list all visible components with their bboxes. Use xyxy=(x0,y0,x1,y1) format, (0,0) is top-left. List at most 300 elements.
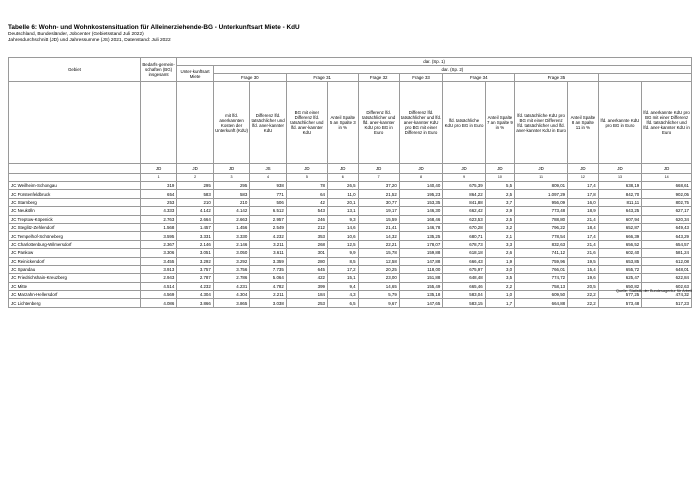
table-cell-2: 3.051 xyxy=(177,249,213,257)
table-cell-9: 623,53 xyxy=(443,215,485,223)
unit-cell-7: JD xyxy=(358,164,399,174)
table-cell-4: 4.782 xyxy=(250,282,286,290)
table-cell-6: 15,1 xyxy=(327,274,358,282)
table-cell-3: 2.786 xyxy=(213,274,249,282)
dar-sp1-header: dar. (Sp. 1) xyxy=(177,58,692,66)
table-cell-6: 10,6 xyxy=(327,232,358,240)
table-cell-8: 168,46 xyxy=(399,215,443,223)
table-row-label: JC Friedrichshain-Kreuzberg xyxy=(9,274,141,282)
table-row-label: JC Treptow-Köpenick xyxy=(9,215,141,223)
table-cell-2: 3.292 xyxy=(177,257,213,265)
table-cell-8: 178,07 xyxy=(399,240,443,248)
unit-cell-5: JD xyxy=(286,164,327,174)
table-cell-12: 21,4 xyxy=(568,240,599,248)
table-cell-4: 771 xyxy=(250,190,286,198)
table-cell-7: 9,67 xyxy=(358,299,399,307)
col-header-4: Differenz lfd. tatsächlicher und lfd. aner-kannter KdU xyxy=(250,82,286,164)
table-cell-1: 3.913 xyxy=(140,265,176,273)
table-cell-1: 4.333 xyxy=(140,207,176,215)
index-row xyxy=(9,174,692,182)
table-cell-14: 654,57 xyxy=(642,240,692,248)
table-row xyxy=(9,299,692,307)
table-cell-12: 18,4 xyxy=(568,223,599,231)
index-cell-5: 5 xyxy=(286,174,327,182)
table-cell-1: 319 xyxy=(140,182,176,190)
table-row-label: JC Fürstenfeldbruck xyxy=(9,190,141,198)
table-row xyxy=(9,265,692,273)
col1-spacer xyxy=(140,82,176,164)
table-cell-7: 15,78 xyxy=(358,249,399,257)
table-cell-10: 2,2 xyxy=(485,282,514,290)
unit-cell-2: JD xyxy=(177,164,213,174)
table-row xyxy=(9,232,692,240)
table-cell-1: 654 xyxy=(140,190,176,198)
table-cell-4: 4.232 xyxy=(250,232,286,240)
table-cell-7: 23,00 xyxy=(358,274,399,282)
table-cell-3: 4.142 xyxy=(213,207,249,215)
table-cell-10: 5,5 xyxy=(485,182,514,190)
table-cell-5: 280 xyxy=(286,257,327,265)
table-cell-4: 2.211 xyxy=(250,291,286,299)
table-cell-13: 811,11 xyxy=(598,198,642,206)
index-cell-14: 14 xyxy=(642,174,692,182)
table-cell-12: 19,5 xyxy=(568,257,599,265)
table-cell-7: 14,65 xyxy=(358,282,399,290)
table-cell-6: 6,5 xyxy=(327,299,358,307)
table-cell-2: 295 xyxy=(177,182,213,190)
table-cell-3: 210 xyxy=(213,198,249,206)
index-cell-11: 11 xyxy=(515,174,568,182)
table-row-label: JC Spandau xyxy=(9,265,141,273)
dar-sp2-header: dar. (Sp. 2) xyxy=(213,66,691,74)
table-cell-2: 1.457 xyxy=(177,223,213,231)
table-row-label: JC Charlottenburg-Wilmersdorf xyxy=(9,240,141,248)
table-cell-12: 21,6 xyxy=(568,249,599,257)
table-cell-12: 21,4 xyxy=(568,215,599,223)
table-cell-9: 665,46 xyxy=(443,282,485,290)
table-cell-2: 4.142 xyxy=(177,207,213,215)
table-cell-4: 5.064 xyxy=(250,274,286,282)
table-cell-10: 1,7 xyxy=(485,299,514,307)
table-cell-9: 583,04 xyxy=(443,291,485,299)
table-cell-6: 13,1 xyxy=(327,207,358,215)
table-cell-4: 506 xyxy=(250,198,286,206)
table-cell-10: 1,9 xyxy=(485,257,514,265)
table-cell-2: 3.331 xyxy=(177,232,213,240)
col-header-11: lfd. tatsächliche KdU pro BG mit einer Differenz lfd. tatsächlicher und lfd. aner-kannter KdU in Euro xyxy=(515,82,568,164)
table-cell-8: 146,30 xyxy=(399,207,443,215)
table-cell-1: 253 xyxy=(140,198,176,206)
table-row xyxy=(9,223,692,231)
index-cell-3: 3 xyxy=(213,174,249,182)
table-cell-6: 9,9 xyxy=(327,249,358,257)
table-cell-11: 832,63 xyxy=(515,240,568,248)
table-title: Tabelle 6: Wohn- und Wohnkostensituation für Alleinerziehende-BG - Unterkunftsart Miete - KdU xyxy=(8,24,300,31)
table-cell-12: 16,0 xyxy=(568,198,599,206)
table-cell-12: 17,4 xyxy=(568,232,599,240)
table-row xyxy=(9,190,692,198)
table-cell-8: 195,23 xyxy=(399,190,443,198)
index-cell-7: 7 xyxy=(358,174,399,182)
table-cell-4: 3.038 xyxy=(250,299,286,307)
table-body xyxy=(9,164,692,308)
table-row xyxy=(9,198,692,206)
unit-cell-8: JD xyxy=(399,164,443,174)
table-row-label: JC Mitte xyxy=(9,282,141,290)
table-cell-9: 675,97 xyxy=(443,265,485,273)
frage33-header: Frage 33 xyxy=(399,74,443,82)
table-cell-11: 758,13 xyxy=(515,282,568,290)
table-cell-14: 649,43 xyxy=(642,223,692,231)
table-cell-6: 17,2 xyxy=(327,265,358,273)
table-row xyxy=(9,282,692,290)
table-cell-2: 583 xyxy=(177,190,213,198)
table-cell-13: 577,25 xyxy=(598,291,642,299)
index-cell-12: 12 xyxy=(568,174,599,182)
table-cell-13: 655,72 xyxy=(598,265,642,273)
table-row-label: JC Neukölln xyxy=(9,207,141,215)
table-cell-5: 543 xyxy=(286,207,327,215)
table-cell-11: 1.097,29 xyxy=(515,190,568,198)
col-header-8: Differenz lfd. tatsächlicher und lfd. aner-kannter KdU pro BG mit einer Differenz in Euro xyxy=(399,82,443,164)
table-cell-4: 3.611 xyxy=(250,249,286,257)
table-cell-10: 1,0 xyxy=(485,291,514,299)
col-header-10: Anteil Spalte 7 an Spalte 9 in % xyxy=(485,82,514,164)
table-cell-7: 21,41 xyxy=(358,223,399,231)
index-cell-4: 4 xyxy=(250,174,286,182)
col-header-12: Anteil Spalte 8 an Spalte 11 in % xyxy=(568,82,599,164)
table-cell-9: 675,39 xyxy=(443,182,485,190)
table-cell-4: 2.957 xyxy=(250,215,286,223)
table-cell-13: 656,52 xyxy=(598,240,642,248)
table-row-label: JC Tempelhof-Schöneberg xyxy=(9,232,141,240)
header-row-1 xyxy=(9,58,692,66)
table-cell-11: 609,50 xyxy=(515,291,568,299)
col-header-1: Bedarfs-gemein-schaften (BG) insgesamt xyxy=(140,58,176,82)
table-cell-14: 648,01 xyxy=(642,265,692,273)
table-cell-9: 666,43 xyxy=(443,257,485,265)
col-header-2: Unter-kunftsart Miete xyxy=(177,66,213,82)
index-cell-8: 8 xyxy=(399,174,443,182)
table-cell-5: 64 xyxy=(286,190,327,198)
table-cell-11: 956,09 xyxy=(515,198,568,206)
table-cell-1: 4.514 xyxy=(140,282,176,290)
table-cell-12: 20,5 xyxy=(568,282,599,290)
table-cell-2: 3.866 xyxy=(177,299,213,307)
table-cell-6: 9,3 xyxy=(327,215,358,223)
table-cell-13: 643,25 xyxy=(598,207,642,215)
table-cell-11: 773,48 xyxy=(515,207,568,215)
table-row-label: JC Reinickendorf xyxy=(9,257,141,265)
table-cell-3: 295 xyxy=(213,182,249,190)
table-cell-9: 841,88 xyxy=(443,198,485,206)
unit-cell-1: JD xyxy=(140,164,176,174)
table-row-label: JC Steglitz-Zehlendorf xyxy=(9,223,141,231)
table-cell-8: 147,88 xyxy=(399,257,443,265)
subtitle-period: Jahresdurchschnitt (JD) und Jahressumme (JS) 2021, Datenstand: Juli 2022 xyxy=(8,38,171,43)
table-cell-9: 680,71 xyxy=(443,232,485,240)
table-row xyxy=(9,257,692,265)
table-cell-3: 3.050 xyxy=(213,249,249,257)
table-row xyxy=(9,240,692,248)
table-cell-7: 20,25 xyxy=(358,265,399,273)
table-cell-3: 3.330 xyxy=(213,232,249,240)
table-cell-6: 26,5 xyxy=(327,182,358,190)
table-cell-8: 147,65 xyxy=(399,299,443,307)
table-cell-7: 14,32 xyxy=(358,232,399,240)
table-cell-9: 678,73 xyxy=(443,240,485,248)
table-cell-11: 778,54 xyxy=(515,232,568,240)
table-cell-11: 788,80 xyxy=(515,215,568,223)
table-cell-1: 4.086 xyxy=(140,299,176,307)
table-cell-8: 135,25 xyxy=(399,232,443,240)
unit-cell-10: JD xyxy=(485,164,514,174)
table-cell-5: 399 xyxy=(286,282,327,290)
table-cell-9: 670,28 xyxy=(443,223,485,231)
unit-cell-4: JS xyxy=(250,164,286,174)
table-cell-13: 607,94 xyxy=(598,215,642,223)
table-cell-12: 17,8 xyxy=(568,190,599,198)
subtitle-scope: Deutschland, Bundesländer, Jobcenter (Gebietsstand Juli 2022) xyxy=(8,32,144,37)
table-cell-11: 809,01 xyxy=(515,182,568,190)
frage-empty-header xyxy=(598,74,691,82)
table-cell-12: 15,4 xyxy=(568,265,599,273)
table-row-label: JC Starnberg xyxy=(9,198,141,206)
col-header-5: BG mit einer Differenz lfd. tatsächlicher und lfd. aner-kannter KdU xyxy=(286,82,327,164)
table-cell-6: 4,3 xyxy=(327,291,358,299)
table-cell-7: 12,58 xyxy=(358,257,399,265)
table-cell-13: 602,40 xyxy=(598,249,642,257)
table-row xyxy=(9,182,692,190)
table-cell-7: 15,59 xyxy=(358,215,399,223)
table-cell-7: 19,17 xyxy=(358,207,399,215)
table-cell-5: 645 xyxy=(286,265,327,273)
table-cell-5: 422 xyxy=(286,274,327,282)
table-cell-9: 618,18 xyxy=(443,249,485,257)
table-cell-4: 3.211 xyxy=(250,240,286,248)
table-cell-4: 7.735 xyxy=(250,265,286,273)
frage35-header: Frage 35 xyxy=(515,74,599,82)
table-cell-7: 5,79 xyxy=(358,291,399,299)
table-row xyxy=(9,291,692,299)
frage30-header: Frage 30 xyxy=(213,74,286,82)
table-row-label: JC Lichtenberg xyxy=(9,299,141,307)
table-cell-14: 802,75 xyxy=(642,198,692,206)
table-cell-7: 37,20 xyxy=(358,182,399,190)
table-cell-6: 12,5 xyxy=(327,240,358,248)
unit-cell-11: JD xyxy=(515,164,568,174)
table-cell-13: 625,47 xyxy=(598,274,642,282)
unit-cell-3: JD xyxy=(213,164,249,174)
table-cell-14: 517,23 xyxy=(642,299,692,307)
table-cell-14: 474,32 xyxy=(642,291,692,299)
table-cell-13: 650,82 xyxy=(598,282,642,290)
table-cell-2: 210 xyxy=(177,198,213,206)
table-cell-14: 902,05 xyxy=(642,190,692,198)
table-cell-14: 643,29 xyxy=(642,232,692,240)
table-cell-11: 664,88 xyxy=(515,299,568,307)
table-cell-5: 301 xyxy=(286,249,327,257)
table-cell-5: 253 xyxy=(286,299,327,307)
table-cell-13: 638,19 xyxy=(598,182,642,190)
index-row-label xyxy=(9,174,141,182)
table-cell-3: 4.304 xyxy=(213,291,249,299)
table-row-label: JC Weilheim-Schongau xyxy=(9,182,141,190)
unit-row-label xyxy=(9,164,141,174)
table-cell-11: 796,22 xyxy=(515,223,568,231)
data-table xyxy=(8,57,692,308)
col-header-14: lfd. anerkannte KdU pro BG mit einer Differenz lfd. tatsächlicher und lfd. aner-kannter KdU in Euro xyxy=(642,82,692,164)
table-cell-10: 3,7 xyxy=(485,198,514,206)
table-cell-3: 4.231 xyxy=(213,282,249,290)
frage32-header: Frage 32 xyxy=(358,74,399,82)
table-cell-7: 30,77 xyxy=(358,198,399,206)
table-cell-7: 22,21 xyxy=(358,240,399,248)
report-header xyxy=(8,24,300,44)
unit-cell-12: JD xyxy=(568,164,599,174)
table-cell-5: 184 xyxy=(286,291,327,299)
index-cell-2: 2 xyxy=(177,174,213,182)
gebiet-spacer xyxy=(9,82,141,164)
table-cell-11: 759,96 xyxy=(515,257,568,265)
unit-cell-9: JD xyxy=(443,164,485,174)
index-cell-1: 1 xyxy=(140,174,176,182)
table-cell-5: 78 xyxy=(286,182,327,190)
table-cell-11: 774,72 xyxy=(515,274,568,282)
table-cell-2: 2.664 xyxy=(177,215,213,223)
unit-cell-14: JD xyxy=(642,164,692,174)
table-cell-2: 4.304 xyxy=(177,291,213,299)
table-cell-10: 2,5 xyxy=(485,190,514,198)
table-row-label: JC Marzahn-Hellersdorf xyxy=(9,291,141,299)
frage34-header: Frage 34 xyxy=(443,74,515,82)
table-cell-13: 652,87 xyxy=(598,223,642,231)
unit-row xyxy=(9,164,692,174)
table-cell-5: 246 xyxy=(286,215,327,223)
table-cell-2: 2.787 xyxy=(177,274,213,282)
index-cell-13: 13 xyxy=(598,174,642,182)
table-cell-8: 151,88 xyxy=(399,274,443,282)
table-cell-8: 153,35 xyxy=(399,198,443,206)
table-cell-14: 620,34 xyxy=(642,215,692,223)
table-cell-1: 2.367 xyxy=(140,240,176,248)
index-cell-10: 10 xyxy=(485,174,514,182)
col2-spacer xyxy=(177,82,213,164)
table-cell-6: 11,0 xyxy=(327,190,358,198)
table-cell-13: 842,70 xyxy=(598,190,642,198)
table-cell-3: 3.292 xyxy=(213,257,249,265)
col-header-3: mit lfd. anerkannten Kosten der Unterkunft (KdU) xyxy=(213,82,249,164)
table-cell-14: 612,08 xyxy=(642,257,692,265)
table-cell-2: 2.146 xyxy=(177,240,213,248)
table-cell-1: 3.306 xyxy=(140,249,176,257)
table-cell-5: 42 xyxy=(286,198,327,206)
table-cell-4: 3.359 xyxy=(250,257,286,265)
table-cell-5: 353 xyxy=(286,232,327,240)
table-cell-10: 2,6 xyxy=(485,249,514,257)
table-cell-4: 938 xyxy=(250,182,286,190)
col-header-9: lfd. tatsächliche KdU pro BG in Euro xyxy=(443,82,485,164)
col-header-6: Anteil Spalte 5 an Spalte 3 in % xyxy=(327,82,358,164)
table-cell-14: 602,63 xyxy=(642,282,692,290)
table-cell-1: 1.568 xyxy=(140,223,176,231)
table-cell-3: 3.865 xyxy=(213,299,249,307)
table-cell-3: 2.663 xyxy=(213,215,249,223)
table-cell-5: 212 xyxy=(286,223,327,231)
table-cell-2: 3.757 xyxy=(177,265,213,273)
table-cell-8: 159,88 xyxy=(399,249,443,257)
unit-cell-6: JD xyxy=(327,164,358,174)
table-cell-6: 8,5 xyxy=(327,257,358,265)
table-cell-10: 3,3 xyxy=(485,240,514,248)
table-cell-10: 2,1 xyxy=(485,232,514,240)
table-row-label: JC Pankow xyxy=(9,249,141,257)
table-row xyxy=(9,215,692,223)
table-cell-2: 4.232 xyxy=(177,282,213,290)
table-cell-6: 20,1 xyxy=(327,198,358,206)
table-cell-4: 6.512 xyxy=(250,207,286,215)
table-cell-12: 19,6 xyxy=(568,274,599,282)
frage31-header: Frage 31 xyxy=(286,74,358,82)
table-cell-10: 3,2 xyxy=(485,223,514,231)
table-row xyxy=(9,274,692,282)
table-cell-10: 2,9 xyxy=(485,207,514,215)
table-cell-4: 2.549 xyxy=(250,223,286,231)
table-cell-1: 3.455 xyxy=(140,257,176,265)
table-cell-13: 666,39 xyxy=(598,232,642,240)
table-cell-12: 22,2 xyxy=(568,299,599,307)
table-cell-8: 135,18 xyxy=(399,291,443,299)
table-cell-8: 146,78 xyxy=(399,223,443,231)
table-cell-1: 2.943 xyxy=(140,274,176,282)
table-cell-3: 583 xyxy=(213,190,249,198)
table-cell-8: 155,49 xyxy=(399,282,443,290)
table-cell-1: 2.763 xyxy=(140,215,176,223)
table-cell-10: 3,0 xyxy=(485,265,514,273)
table-cell-9: 648,48 xyxy=(443,274,485,282)
table-row xyxy=(9,249,692,257)
unit-cell-13: JD xyxy=(598,164,642,174)
col-header-13: lfd. anerkannte KdU pro BG in Euro xyxy=(598,82,642,164)
table-cell-11: 741,12 xyxy=(515,249,568,257)
table-cell-7: 21,52 xyxy=(358,190,399,198)
gebiet-header: Gebiet xyxy=(9,58,141,82)
table-cell-10: 2,5 xyxy=(485,215,514,223)
table-cell-5: 268 xyxy=(286,240,327,248)
table-cell-3: 3.756 xyxy=(213,265,249,273)
table-cell-6: 9,4 xyxy=(327,282,358,290)
table-cell-13: 573,48 xyxy=(598,299,642,307)
table-cell-13: 653,85 xyxy=(598,257,642,265)
table-cell-11: 766,01 xyxy=(515,265,568,273)
table-cell-14: 581,24 xyxy=(642,249,692,257)
table-cell-8: 140,40 xyxy=(399,182,443,190)
table-cell-9: 583,15 xyxy=(443,299,485,307)
source-note: Quelle: Statistik der Bundesagentur für Arbeit xyxy=(616,289,692,293)
table-cell-14: 622,84 xyxy=(642,274,692,282)
table-cell-6: 14,6 xyxy=(327,223,358,231)
table-cell-14: 668,61 xyxy=(642,182,692,190)
table-cell-3: 1.456 xyxy=(213,223,249,231)
table-cell-8: 118,00 xyxy=(399,265,443,273)
table-cell-3: 2.146 xyxy=(213,240,249,248)
table-cell-12: 22,2 xyxy=(568,291,599,299)
index-cell-6: 6 xyxy=(327,174,358,182)
table-cell-1: 4.569 xyxy=(140,291,176,299)
table-cell-12: 17,4 xyxy=(568,182,599,190)
table-cell-12: 18,9 xyxy=(568,207,599,215)
table-cell-14: 627,17 xyxy=(642,207,692,215)
